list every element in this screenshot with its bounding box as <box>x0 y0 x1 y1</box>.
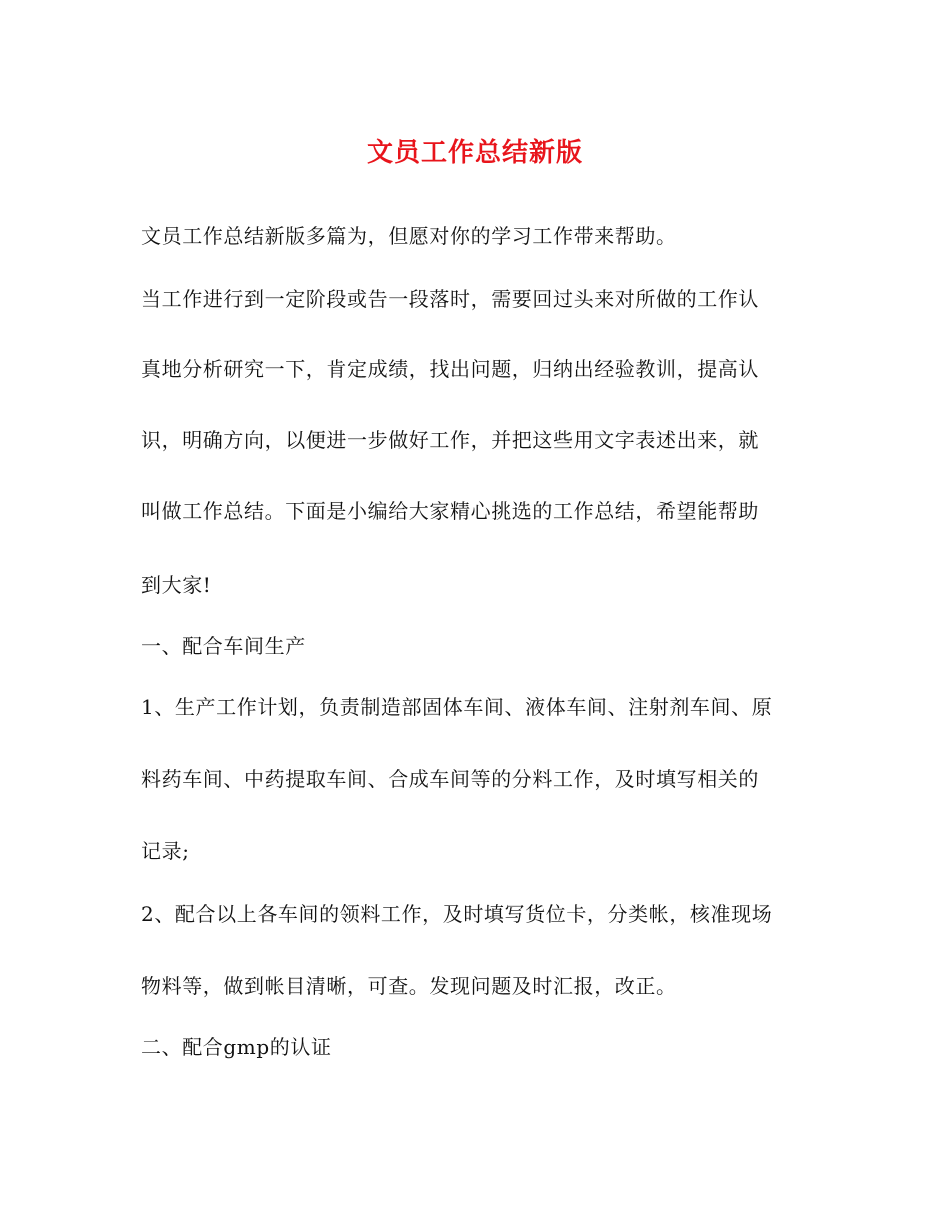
document-title: 文员工作总结新版 <box>366 138 583 168</box>
body-line: 物料等，做到帐目清晰，可查。发现问题及时汇报，改正。 <box>141 974 677 998</box>
body-line: 叫做工作总结。下面是小编给大家精心挑选的工作总结，希望能帮助 <box>141 499 759 523</box>
body-line: 真地分析研究一下，肯定成绩，找出问题，归纳出经验教训，提高认 <box>141 357 759 381</box>
intro-line: 文员工作总结新版多篇为，但愿对你的学习工作带来帮助。 <box>141 224 677 248</box>
body-line: 2、配合以上各车间的领料工作，及时填写货位卡，分类帐，核准现场 <box>141 902 773 926</box>
body-line: 1、生产工作计划，负责制造部固体车间、液体车间、注射剂车间、原 <box>141 695 773 719</box>
body-line: 到大家! <box>141 573 212 597</box>
body-line: 料药车间、中药提取车间、合成车间等的分料工作，及时填写相关的 <box>141 767 759 791</box>
section-heading: 二、配合gmp的认证 <box>141 1035 332 1059</box>
body-line: 当工作进行到一定阶段或告一段落时，需要回过头来对所做的工作认 <box>141 287 759 311</box>
section-heading: 一、配合车间生产 <box>141 634 306 658</box>
body-line: 记录; <box>141 839 190 863</box>
body-line: 识，明确方向，以便进一步做好工作，并把这些用文字表述出来，就 <box>141 428 759 452</box>
